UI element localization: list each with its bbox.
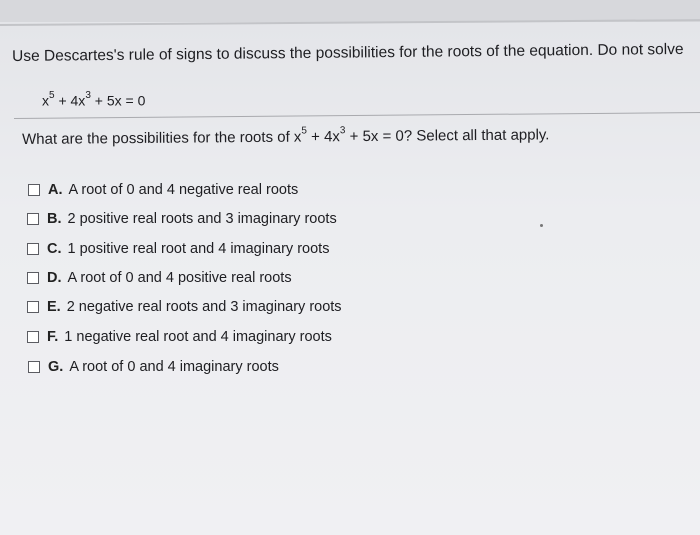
option-b[interactable] bbox=[27, 209, 337, 229]
question-exponent-1: 5 bbox=[301, 125, 307, 137]
equation-term-1: x bbox=[42, 92, 49, 109]
instruction-text: Use Descartes's rule of signs to discuss the possibilities for the roots of the equation. Do not solve bbox=[12, 40, 684, 65]
question-prefix: What are the possibilities for the roots of x bbox=[22, 128, 302, 148]
option-e-text: 2 negative real roots and 3 imaginary roots bbox=[66, 299, 342, 315]
equation-term-2: + 4x bbox=[54, 92, 86, 109]
option-d[interactable] bbox=[27, 268, 292, 288]
option-e-checkbox[interactable] bbox=[27, 301, 39, 313]
option-a-letter: A. bbox=[48, 182, 63, 198]
equation-exponent-2: 3 bbox=[85, 90, 91, 101]
option-e-letter: E. bbox=[47, 299, 61, 315]
option-g-checkbox[interactable] bbox=[28, 361, 40, 373]
option-g-letter: G. bbox=[48, 359, 64, 375]
stray-mark bbox=[540, 224, 543, 227]
question-text bbox=[22, 125, 550, 148]
option-c-letter: C. bbox=[47, 241, 62, 257]
option-g-text: A root of 0 and 4 imaginary roots bbox=[69, 359, 279, 375]
question-suffix: + 5x = 0? Select all that apply. bbox=[345, 126, 550, 146]
option-f-checkbox[interactable] bbox=[27, 331, 39, 343]
equation-exponent-1: 5 bbox=[49, 90, 55, 101]
option-d-text: A root of 0 and 4 positive real roots bbox=[67, 270, 292, 286]
option-f-text: 1 negative real root and 4 imaginary roots bbox=[64, 329, 332, 345]
question-exponent-2: 3 bbox=[339, 125, 346, 137]
option-e[interactable] bbox=[27, 297, 342, 317]
section-divider bbox=[14, 112, 700, 119]
option-b-checkbox[interactable] bbox=[27, 213, 39, 225]
equation bbox=[42, 92, 145, 109]
option-a-checkbox[interactable] bbox=[28, 184, 40, 196]
option-f-letter: F. bbox=[47, 329, 59, 345]
option-a-text: A root of 0 and 4 negative real roots bbox=[68, 182, 299, 198]
option-b-text: 2 positive real roots and 3 imaginary roots bbox=[67, 211, 337, 227]
option-g[interactable] bbox=[28, 357, 279, 377]
question-mid: + 4x bbox=[306, 128, 340, 146]
option-c-text: 1 positive real root and 4 imaginary roots bbox=[67, 241, 330, 257]
equation-rest: + 5x = 0 bbox=[90, 92, 146, 109]
option-d-checkbox[interactable] bbox=[27, 272, 39, 284]
option-b-letter: B. bbox=[47, 211, 62, 227]
option-a[interactable] bbox=[28, 180, 298, 200]
option-c-checkbox[interactable] bbox=[27, 243, 39, 255]
option-f[interactable] bbox=[27, 327, 332, 347]
option-d-letter: D. bbox=[47, 270, 62, 286]
option-c[interactable] bbox=[27, 239, 329, 259]
